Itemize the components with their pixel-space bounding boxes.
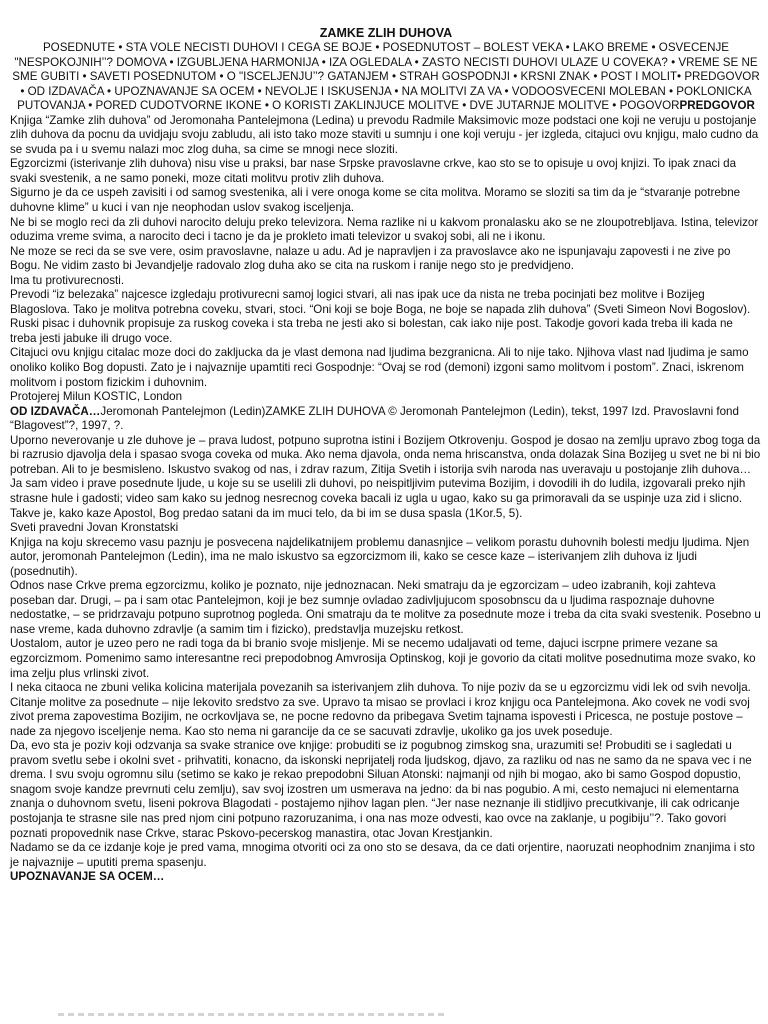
faint-footer-line <box>58 1013 448 1016</box>
publisher-text: Jeromonah Pantelejmon (Ledin)ZAMKE ZLIH DUHOVA © Jeromonah Pantelejmon (Ledin), tekst, 1997 Izd. Pravoslavni fond “Blagovest”?, 1997, ?. <box>10 404 739 433</box>
paragraph: Egzorcizmi (isterivanje zlih duhova) nisu vise u praksi, bar nase Srpske pravoslavne crkve, kao sto se to opisuje u ovoj knjizi. To ipak znaci da svaki svestenik, a ne samo poneki, moze citati molitvu protiv zlih duhova. <box>10 157 737 185</box>
table-of-contents <box>10 41 762 114</box>
paragraph: Uporno neverovanje u zle duhove je – prava ludost, potpuno suprotna istini i Bozijem Otkrovenju. Gospod je dosao na zemlju upravo zbog toga da bi razrusio djavolja dela i spasao svoga coveka od muka. Ako nema djavola, onda nema hriscanstva, onda dolazak Sina Bozijeg u svet ne bi ni bio potreban. Ali to je besmisleno. Iskustvo svakog od nas, i zdrav razum, Zitija Svetih i istorija svih naroda nas uveravaju u postojanje zlih duhova…Ja sam video i prave posednute ljude, u koje su se uselili zli duhovi, po neispitljivim putevima Bozijim, i dovodili ih do ludila, izgovarali preko njih strasne hule i gadosti; video sam kako su jednog nesrecnog coveka bacali iz ugla u ugao, kako su ga primoravali da se uspinje uza zid i slicno. Takve je, kako kaze Apostol, Bog predao satani da im muci telo, da bi im se dusa spasla (1Kor.5, 5). <box>10 433 761 520</box>
paragraph: Knjiga “Zamke zlih duhova” od Jeromonaha Pantelejmona (Ledina) u prevodu Radmile Maksimovic moze podstaci one koji ne veruju u postojanje zlih duhova da pocnu da uvidjaju svoju zabludu, ali isto tako moze staviti u sumnju i one koji veruju - jer izgleda, citajuci ovu knjigu, malo cudno da se svuda pa i u svemu nalazi moc zlog duha, sa cime se mnogi nece sloziti. <box>10 113 759 156</box>
paragraph: Citajuci ovu knjigu citalac moze doci do zakljucka da je vlast demona nad ljudima bezgranicna. Ali to nije tako. Njihova vlast nad ljudima je samo onoliko koliko Bog dopusti. Zato je i najvaznije upamtiti reci Gospodnje: “Ovaj se rod (demoni) izgoni samo molitvom i postom”. Znaci, iskrenom molitvom i postom fizickim i duhovnim. <box>10 346 749 389</box>
publisher-label: OD IZDAVAČA… <box>10 404 101 418</box>
paragraph: Ne bi se moglo reci da zli duhovi narocito deluju preko televizora. Nema razlike ni u kakvom pronalasku ako se ne zloupotrebljava. Istina, televizor oduzima vreme svima, a narocito deci i tacno je da je prokleto imati televizor u svakoj sobi, ali ne i ikonu. <box>10 215 759 244</box>
paragraph: I neka citaoca ne zbuni velika kolicina materijala povezanih sa isterivanjem zlih duhova. To nije poziv da se u egzorcizmu vidi lek od svih nevolja. Citanje molitve za posednute – nije lekovito sredstvo za sve. Upravo ta misao se provlaci i kroz knjigu oca Pantelejmona. Ako covek ne vodi svoj zivot prema zapovestima Bozijim, ne ocrkovljava se, ne pocne redovno da pribegava Svetim tajnama ispovesti i Pricesca, ne postuje postove – nade za njegovo isceljenje nema. Kao sto nema ni garancije da ce se sacuvati zdravlje, ukoliko ga jos uvek poseduje. <box>10 681 751 738</box>
paragraph: Uostalom, autor je uzeo pero ne radi toga da bi branio svoje misljenje. Mi se necemo udaljavati od teme, dajuci iscrpne primere vezane sa egzorcizmom. Pomenimo samo interesantne reci prepodobnog Amvrosija Optinskog, koji je govorio da citati molitve posednutima moze svako, ko ima zelju plus vrlinski zivot. <box>10 637 756 680</box>
toc-text: POSEDNUTE • STA VOLE NECISTI DUHOVI I CEGA SE BOJE • POSEDNUTOST – BOLEST VEKA • LAKO BREME • OSVECENJE "NESPOKOJNIH’’? DOMOVA • IZGUBLJENA HARMONIJA • IZA OGLEDALA • ZASTO NECISTI DUHOVI ULAZE U COVEKA? • VREME SE NE SME GUBITI • SAVETI POSEDNUTOM • O "ISCELJENJU’’? GATANJEM • STRAH GOSPODNJI • KRSNI ZNAK • POST I MOLIT• PREDGOVOR • OD IZDAVAČA • UPOZNAVANJE SA OCEM • NEVOLJE I ISKUSENJA • NA MOLITVI ZA VA • VODOOSVECENI MOLEBAN • POKLONICKA PUTOVANJA • PORED CUDOTVORNE IKONE • O KORISTI ZAKLINJUCE MOLITVE • DVE JUTARNJE MOLITVE • POGOVOR <box>12 41 760 113</box>
paragraph: Prevodi “iz belezaka” najcesce izgledaju protivurecni samoj logici stvari, ali nas ipak uce da nista ne treba pocinjati bez molitve i Bozijeg Blagoslova. Tako je molitva potrebna coveku, stvari, stoci. “Oni koji se boje Boga, ne boje se napada zlih duhova” (Sveti Simeon Novi Bogoslov). <box>10 288 751 316</box>
paragraph: Ima tu protivurecnosti. <box>10 273 125 287</box>
publisher-section <box>10 405 762 434</box>
paragraph-signature: Protojerej Milun KOSTIC, London <box>10 390 183 404</box>
paragraph: Ruski pisac i duhovnik propisuje za ruskog coveka i sta treba ne jesti ako si bolestan, cak iako nije post. Takodje govori kada treba ili kada ne treba jesti jabuke ili drugo voce. <box>10 317 733 345</box>
paragraph: Nadamo se da ce izdanje koje je pred vama, mnogima otvoriti oci za ono sto se desava, da ce dati orjentire, naoruzati neophodnim znanjima i sto je najvaznije – uputiti prema spasenju. <box>10 841 755 869</box>
toc-bold-tail: PREDGOVOR <box>679 99 755 113</box>
paragraph-attribution: Sveti pravedni Jovan Kronstatski <box>10 521 179 535</box>
paragraph: Da, evo sta je poziv koji odzvanja sa svake stranice ove knjige: probuditi se iz pogubnog zimskog sna, urazumiti se! Probuditi se i sagledati u pravom svetlu sebe i okolni svet - prihvatiti, konacno, da iskonski neprijatelj roda ljudskog, djavo, za razliku od nas ne samo da ne spava vec i ne drema. I svu svoju ogromnu silu (setimo se kako je rekao prepodobni Siluan Atonski: najmanji od njih bi mogao, ako bi samo Gospod dopustio, snagom svoje kandze prevrnuti celu zemlju), sav svoj izostren um usmerava na jedno: da bi nas pogubio. A mi, cesto nemajuci ni elementarna znanja o duhovnom svetu, liseni pokrova Blagodati - postajemo njihov lagan plen. “Jer nase neznanje ili stidljivo precutkivanje, ili cak odricanje postojanja te strasne sile nas pred njom cini potpuno razoruzanima, i ona nas moze odvesti, kao ovce na zaklanje, u pogibiju’’?. Tako govori poznati propovednik nase Crkve, starac Pskovo-pecerskog manastira, otac Jovan Krestjankin. <box>10 739 752 840</box>
next-section-heading: UPOZNAVANJE SA OCEM… <box>10 870 165 884</box>
paragraph: Knjiga na koju skrecemo vasu paznju je posvecena najdelikatnijem problemu danasnjice – velikom porastu duhovnih bolesti medju ljudima. Njen autor, jeromonah Pantelejmon (Ledin), ima ne malo iskustvo sa egzorcizmom ili, kako se cesce kaze – isterivanjem zlih duhova iz ljudi (posednutih). <box>10 535 750 578</box>
paragraph: Sigurno je da ce uspeh zavisiti i od samog svestenika, ali i vere onoga kome se cita molitva. Moramo se sloziti sa tim da je “stvaranje potrebne duhovne klime” u kuci i van nje neophodan uslov svakog isceljenja. <box>10 186 741 215</box>
document-title: ZAMKE ZLIH DUHOVA <box>319 26 453 40</box>
paragraph: Odnos nase Crkve prema egzorcizmu, koliko je poznato, nije jednoznacan. Neki smatraju da je egzorcizam – udeo izabranih, koji zahteva poseban dar. Drugi, – pa i sam otac Pantelejmon, koji je bez sumnje ovladao zadivljujucom sposobnscu da u ljudima raspoznaje duhovne nedostatke, – se pridrzavaju potpuno suprotnog pogleda. Oni smatraju da te molitve za posednute moze i treba da cita svaki svestenik. Posebno u nase vreme, kada duhovno zdravlje (a samim tim i fizicko), predstavlja muzejsku retkost. <box>10 579 761 636</box>
paragraph: Ne moze se reci da se sve vere, osim pravoslavne, nalaze u adu. Ad je napravljen i za pravoslavce ako ne ispunjavaju zapovesti i ne zive po Bogu. Ne vidim zasto bi Jevandjelje radovalo zlog duha ako se cita na ruskom i ranije nego sto je predvidjeno. <box>10 244 731 273</box>
document-page <box>10 26 762 885</box>
